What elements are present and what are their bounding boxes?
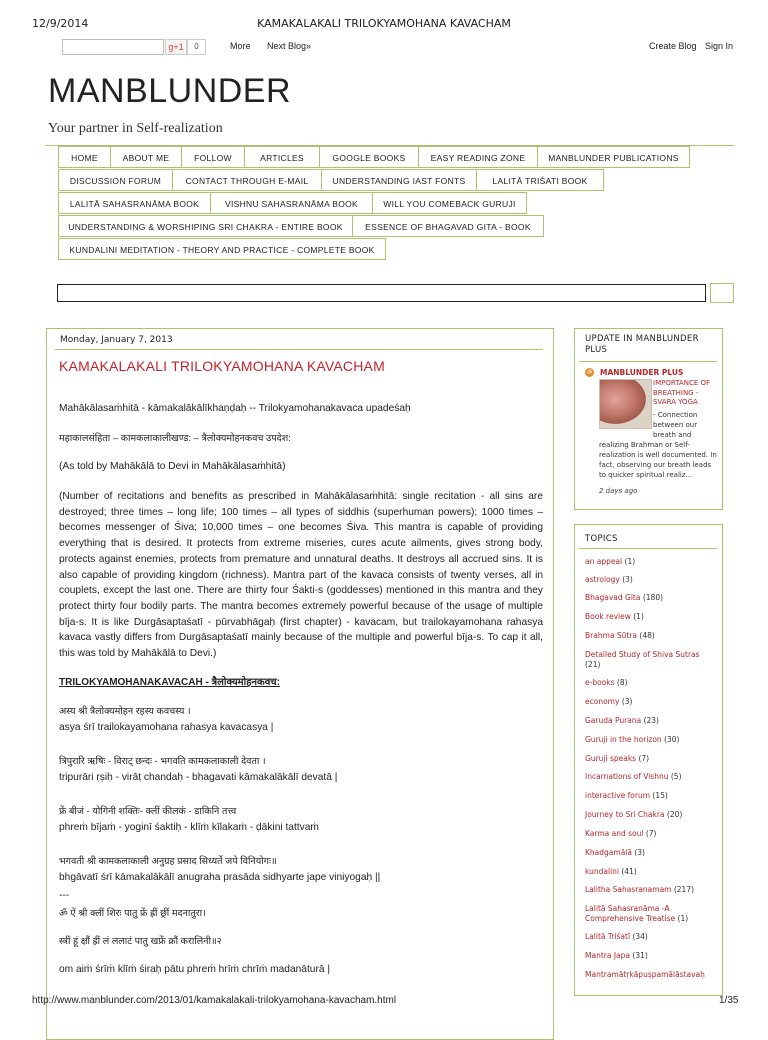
feed-snippet-a: - Connection between our breath and (653, 411, 698, 439)
verse-iast: asya śrī trailokayamohana rahasya kavacasya | (59, 722, 274, 733)
tab-manblunder-publications[interactable]: MANBLUNDER PUBLICATIONS (537, 146, 690, 168)
topic-link[interactable]: e-books (8) (585, 678, 628, 687)
feed-snippet (599, 410, 717, 480)
print-page-number: 1/35 (719, 995, 739, 1006)
blogger-navbar (0, 38, 768, 58)
site-title[interactable]: MANBLUNDER (48, 72, 292, 110)
print-url: http://www.manblunder.com/2013/01/kamakalakali-trilokyamohana-kavacham.html (32, 995, 397, 1006)
topic-link[interactable]: astrology (3) (585, 575, 633, 584)
tab-easy-reading-zone[interactable]: EASY READING ZONE (418, 146, 538, 168)
verse-devanagari: स्त्रीं हूं क्षौं ह्रीं लं ललाटं पातु खफ्रें क्रौं करालिनी॥२ (59, 936, 222, 947)
topic-link[interactable]: interactive forum (15) (585, 791, 668, 800)
create-blog-link[interactable]: Create Blog (649, 41, 697, 51)
feed-snippet-b: realizing Brahman or Self-realization is well documented. In fact, observing our breath leads to quicker spiritual realiz... (599, 441, 717, 479)
tab-lalita-sahasranama-book[interactable]: LALITĀ SAHASRANĀMA BOOK (58, 192, 211, 214)
topics-widget (574, 524, 723, 996)
verse-devanagari: फ्रें बीजं - योगिनी शक्तिः- क्लीं कीलकं - डाकिनि तत्त्व (59, 806, 237, 817)
verse-devanagari: ॐ ऐं श्री क्लीं शिरः पातु फ्रें ह्रीं छ्रीं मदनातुरा। (59, 908, 206, 919)
post-subheading: TRILOKYAMOHANAKAVACAH - त्रैलोक्यमोहनकवच: (59, 677, 280, 688)
topic-link[interactable]: Book review (1) (585, 612, 644, 621)
print-title: KAMAKALAKALI TRILOKYAMOHANA KAVACHAM (257, 17, 511, 30)
feed-source-icon: ॐ (586, 369, 593, 376)
verse-devanagari: त्रिपुरारि ऋषिः - विराट् छन्दः - भगवति कामकलाकाली देवता । (59, 756, 266, 767)
tab-home[interactable]: HOME (58, 146, 111, 168)
topic-link[interactable]: Guruji speaks (7) (585, 754, 650, 763)
verse-separator: --- (59, 890, 70, 901)
topic-link[interactable]: Karma and soul (7) (585, 829, 657, 838)
verse-iast: om aiṁ śrīṁ klīṁ śiraḥ pātu phreṁ hrīṁ chrīṁ madanāturā | (59, 964, 330, 975)
verse-iast: bhgāvatī śrī kāmakalākālī anugraha prasāda sidhyarte jape viniyogaḥ || (59, 872, 381, 883)
verse-iast: tripurāri ṛṣiḥ - virāṭ chandaḥ - bhagavati kāmakalākālī devatā | (59, 772, 338, 783)
topic-link[interactable]: Journey to Sri Chakra (20) (585, 810, 683, 819)
post-title[interactable]: KAMAKALAKALI TRILOKYAMOHANA KAVACHAM (59, 358, 385, 374)
tab-contact-email[interactable]: CONTACT THROUGH E-MAIL (172, 169, 322, 191)
verse-devanagari: भगवती श्री कामकलाकाली अनुग्रह प्रसाद सिध्यर्ते जपे विनियोगः॥ (59, 856, 277, 867)
update-widget (574, 328, 723, 510)
topic-link[interactable]: Guruji in the horizon (30) (585, 735, 680, 744)
topic-link[interactable]: Incarnations of Vishnu (5) (585, 772, 682, 781)
sign-in-link[interactable]: Sign In (705, 41, 734, 51)
gplus-count: 0 (187, 39, 206, 55)
blog-search-button[interactable] (710, 283, 734, 303)
tab-will-you-comeback-guruji[interactable]: WILL YOU COMEBACK GURUJI (372, 192, 527, 214)
topic-link[interactable]: Mantra Japa (31) (585, 951, 648, 960)
post-line-devanagari-title: महाकालसंहिता – कामकलाकालीखण्ड: – त्रैलोक्यमोहनकवच उपदेश: (59, 433, 291, 444)
blog-post (46, 328, 554, 1040)
topic-link[interactable]: Detailed Study of Shiva Sutras (21) (585, 650, 700, 669)
page-tabs (46, 145, 734, 264)
feed-timestamp: 2 days ago (599, 487, 638, 495)
tab-google-books[interactable]: GOOGLE BOOKS (319, 146, 419, 168)
tab-vishnu-sahasranama-book[interactable]: VISHNU SAHASRANĀMA BOOK (210, 192, 373, 214)
topics-heading: TOPICS (585, 534, 618, 544)
divider (579, 548, 717, 549)
topic-link[interactable]: Lalitha Sahasranamam (217) (585, 885, 695, 894)
topic-link[interactable]: Lalitā Triśatī (34) (585, 932, 648, 941)
update-widget-heading: UPDATE IN MANBLUNDER PLUS (585, 334, 699, 355)
topic-link[interactable]: Mantramātṛkāpuṣpamālāstavaḥ (585, 970, 705, 979)
topic-link[interactable]: Khadgamālā (3) (585, 848, 645, 857)
tab-kundalini-meditation-book[interactable]: KUNDALINI MEDITATION - THEORY AND PRACTICE - COMPLETE BOOK (58, 238, 386, 260)
site-tagline: Your partner in Self-realization (48, 121, 223, 136)
topic-link[interactable]: kundalini (41) (585, 867, 637, 876)
tab-follow[interactable]: FOLLOW (181, 146, 245, 168)
feed-source-link[interactable]: MANBLUNDER PLUS (600, 368, 684, 377)
post-date: Monday, January 7, 2013 (60, 335, 173, 345)
divider (579, 361, 717, 362)
topic-link[interactable]: Lalitā Sahasranāma -A Comprehensive Treatise (1) (585, 904, 689, 923)
print-date: 12/9/2014 (32, 17, 89, 30)
tab-about-me[interactable]: ABOUT ME (110, 146, 182, 168)
verse-devanagari: अस्य श्री त्रैलोक्यमोहन रहस्य कवचस्य । (59, 706, 191, 717)
gplus-button[interactable]: g+1 (165, 39, 187, 55)
tab-sri-chakra-book[interactable]: UNDERSTANDING & WORSHIPING SRI CHAKRA - ENTIRE BOOK (58, 215, 353, 237)
tab-bhagavad-gita-book[interactable]: ESSENCE OF BHAGAVAD GITA - BOOK (352, 215, 544, 237)
verse-iast: phreṁ bījaṁ - yoginī śaktiḥ - klīṁ kīlakaṁ - ḍākini tattvaṁ (59, 822, 319, 833)
post-line-iast-title: Mahākālasaṁhitā - kāmakalākālīkhaṇḍaḥ -- Trilokyamohanakavaca upadeśaḥ (59, 403, 411, 414)
topic-link[interactable]: an appeal (1) (585, 557, 636, 566)
next-blog-link[interactable]: Next Blog» (267, 41, 312, 51)
navbar-search-input[interactable] (62, 39, 164, 55)
post-intro-paragraph: (Number of recitations and benefits as prescribed in Mahākālasaṁhitā: single recitation - all sins are destroyed; three times – long life; 100 times – all types of siddhis (superhuman powers); 1000 times – becomes messenger of Śiva; 10,000 times – one becomes Śiva. This mantra is capable of providing everything that is desired. It protects from extreme miseries, cures acute ailments, gives strong body, protects against enemies, protects from premature and unnatural deaths. It destroys all accrued sins. It is also capable of providing kingdom (richness). Mantra part of the kavaca consists of twenty verses, all in couplets, except the last one. There are thirty four Śakti-s (goddesses) mentioned in this mantra and they protect thirty four bodily parts. The mantra becomes extremely powerful because of the usage of multiple bīja-s. It is like Durgāsaptaśatī - pūrvabhāgaḥ (first chapter) - kavacam, but trailokayamohana rahasya kavaca vastly differs from Durgāsaptaśatī mainly because of the multiple and powerful bīja-s. To cap it all, this was told by Mahākālā to Devi.) (59, 491, 543, 660)
topic-link[interactable]: economy (3) (585, 697, 633, 706)
divider (55, 349, 543, 350)
topic-link[interactable]: Garuda Purana (23) (585, 716, 659, 725)
tab-understanding-iast-fonts[interactable]: UNDERSTANDING IAST FONTS (321, 169, 477, 191)
post-line-attribution: (As told by Mahākālā to Devi in Mahākālasaṁhitā) (59, 461, 286, 472)
topic-link[interactable]: Bhagavad Gita (180) (585, 593, 664, 602)
tab-articles[interactable]: ARTICLES (244, 146, 320, 168)
blog-search-input[interactable] (57, 284, 706, 302)
tab-lalita-trisati-book[interactable]: LALITĀ TRIŚATI BOOK (476, 169, 604, 191)
feed-post-link[interactable]: IMPORTANCE OF BREATHING - SVARA YOGA (653, 379, 711, 406)
topic-link[interactable]: Brahma Sūtra (48) (585, 631, 655, 640)
more-link[interactable]: More (230, 41, 251, 51)
tab-discussion-forum[interactable]: DISCUSSION FORUM (58, 169, 173, 191)
